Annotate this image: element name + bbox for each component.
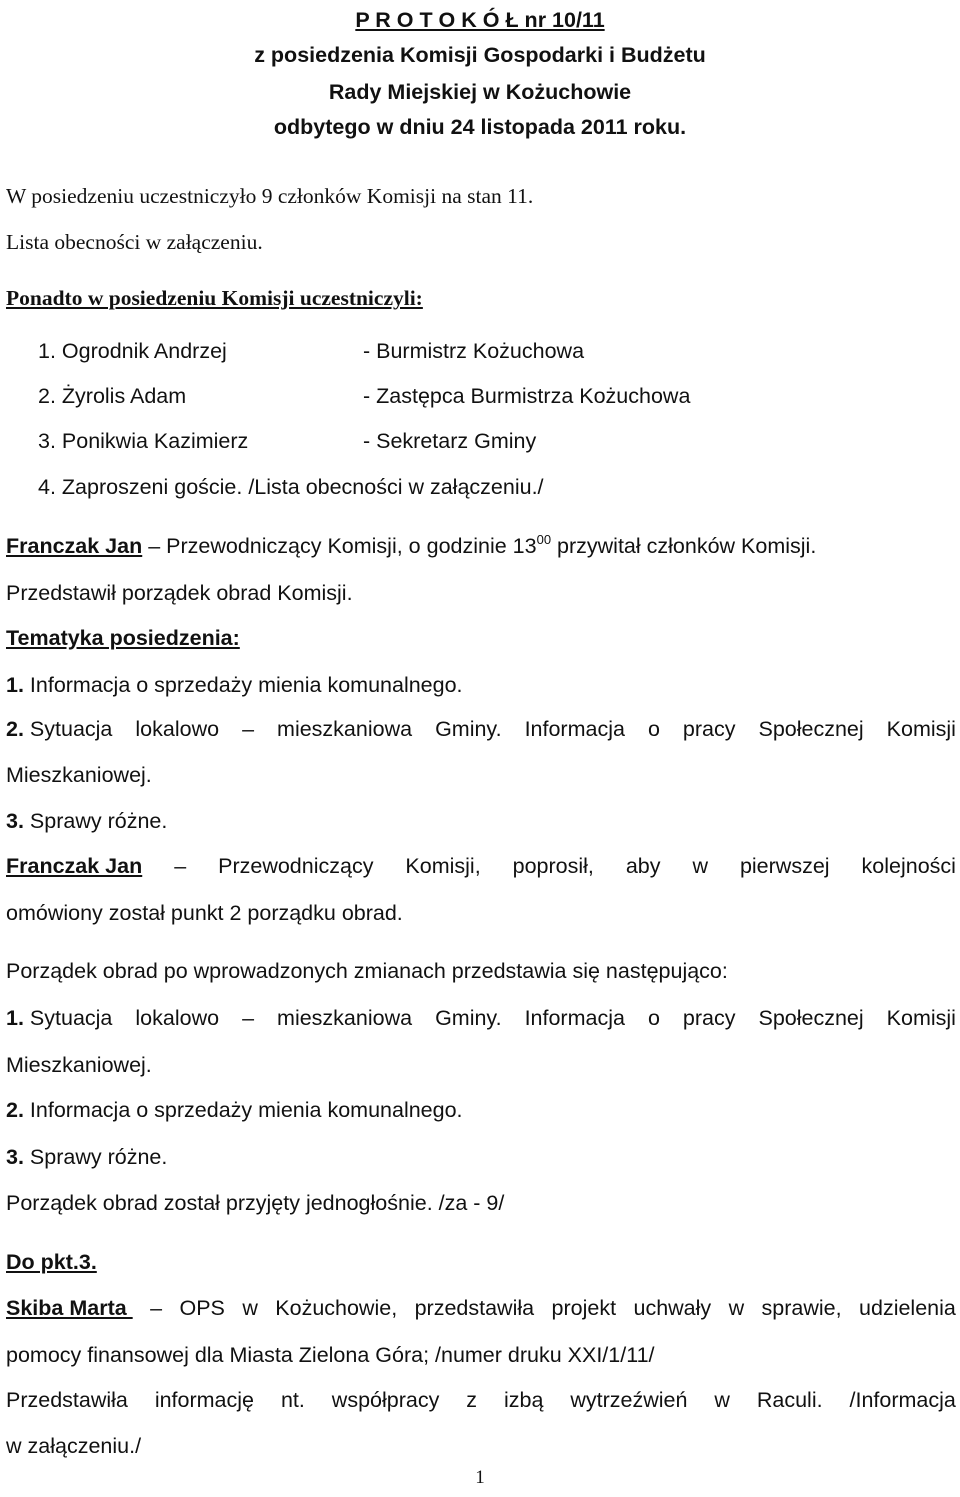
word: – bbox=[242, 1006, 255, 1030]
attendance-text: W posiedzeniu uczestniczyło 9 członków Komisji na stan 11. bbox=[6, 184, 534, 208]
word: Społecznej bbox=[758, 1006, 864, 1030]
word: – bbox=[242, 717, 255, 741]
word: Informacja bbox=[524, 717, 625, 741]
participant-role: - Burmistrz Kożuchowa bbox=[363, 339, 585, 363]
speaker-name: Franczak Jan bbox=[6, 854, 143, 878]
word: Gminy. bbox=[435, 1006, 502, 1030]
word: o bbox=[647, 717, 660, 741]
new-agenda-intro: Porządek obrad po wprowadzonych zmianach przedstawia się następująco: bbox=[6, 959, 728, 983]
agenda-item-2 bbox=[6, 715, 956, 743]
participant-role: - Zastępca Burmistrza Kożuchowa bbox=[363, 384, 691, 408]
participant-role: - Sekretarz Gminy bbox=[363, 429, 537, 453]
word: Sytuacja bbox=[29, 717, 113, 741]
word: pierwszej bbox=[739, 854, 830, 878]
word: pracy bbox=[682, 1006, 736, 1030]
protocol-subtitle-committee: z posiedzenia Komisji Gospodarki i Budżetu bbox=[254, 43, 706, 67]
word: sprawie, bbox=[761, 1296, 842, 1320]
point3-info bbox=[6, 1386, 956, 1414]
word: Informacja bbox=[524, 1006, 625, 1030]
new-agenda-item-1-cont: Mieszkaniowej. bbox=[6, 1053, 152, 1077]
new-agenda-item-1 bbox=[6, 1004, 956, 1032]
word: z bbox=[466, 1388, 478, 1412]
agenda-heading: Tematyka posiedzenia: bbox=[6, 626, 240, 650]
word: pracy bbox=[682, 717, 736, 741]
agenda-item-number: 3. bbox=[6, 1145, 24, 1169]
word: udzielenia bbox=[859, 1296, 956, 1320]
word: Komisji, bbox=[405, 854, 481, 878]
agenda-item-2-cont: Mieszkaniowej. bbox=[6, 763, 152, 787]
word: o bbox=[647, 1006, 660, 1030]
word: /Informacja bbox=[849, 1388, 956, 1412]
word: w bbox=[242, 1296, 258, 1320]
page-number: 1 bbox=[475, 1467, 485, 1488]
word: Przedstawiła bbox=[6, 1388, 128, 1412]
new-agenda-item-2 bbox=[6, 1096, 463, 1124]
guests-note: 4. Zaproszeni goście. /Lista obecności w załączeniu./ bbox=[38, 475, 544, 499]
word: aby bbox=[625, 854, 661, 878]
agenda-presented: Przedstawił porządek obrad Komisji. bbox=[6, 581, 353, 605]
agenda-item-number: 1. bbox=[6, 1006, 24, 1030]
attendance-list-note: Lista obecności w załączeniu. bbox=[6, 230, 263, 254]
agenda-item-text: Informacja o sprzedaży mienia komunalnego. bbox=[23, 673, 463, 697]
agenda-item-3 bbox=[6, 807, 167, 835]
agenda-item-text: Informacja o sprzedaży mienia komunalnego. bbox=[23, 1098, 463, 1122]
opening-text: – Przewodniczący Komisji, o godzinie 13 bbox=[142, 534, 537, 558]
protocol-title: P R O T O K Ó Ł nr 10/11 bbox=[355, 8, 605, 32]
word: – bbox=[150, 1296, 163, 1320]
word: poprosił, bbox=[512, 854, 594, 878]
word: Przewodniczący bbox=[218, 854, 374, 878]
word: przedstawiła bbox=[414, 1296, 535, 1320]
opening-paragraph bbox=[6, 532, 816, 560]
agenda-item-number: 2. bbox=[6, 1098, 24, 1122]
agenda-accepted: Porządek obrad został przyjęty jednogłośnie. /za - 9/ bbox=[6, 1191, 505, 1215]
time-superscript: 00 bbox=[536, 532, 552, 547]
point3-info-cont: w załączeniu./ bbox=[6, 1434, 142, 1458]
word: w bbox=[692, 854, 708, 878]
participants-heading: Ponadto w posiedzeniu Komisji uczestniczyli: bbox=[6, 286, 423, 310]
word: mieszkaniowa bbox=[277, 717, 413, 741]
protocol-subtitle-date: odbytego w dniu 24 listopada 2011 roku. bbox=[273, 115, 687, 139]
word: Komisji bbox=[886, 1006, 956, 1030]
participant-name: 3. Ponikwia Kazimierz bbox=[38, 429, 249, 453]
participant-name: 2. Żyrolis Adam bbox=[38, 384, 187, 408]
participant-name: 1. Ogrodnik Andrzej bbox=[38, 339, 227, 363]
opening-text-end: przywitał członków Komisji. bbox=[551, 534, 817, 558]
word: izbą bbox=[503, 1388, 544, 1412]
word: Społecznej bbox=[758, 717, 864, 741]
point3-heading: Do pkt.3. bbox=[6, 1250, 97, 1274]
word: Sytuacja bbox=[29, 1006, 113, 1030]
word: Komisji bbox=[886, 717, 956, 741]
agenda-item-text: Sprawy różne. bbox=[23, 809, 168, 833]
word: lokalowo bbox=[135, 1006, 220, 1030]
word: lokalowo bbox=[135, 717, 220, 741]
agenda-item-number: 2. bbox=[6, 717, 24, 741]
agenda-item-number: 1. bbox=[6, 673, 24, 697]
request-cont: omówiony został punkt 2 porządku obrad. bbox=[6, 901, 403, 925]
protocol-subtitle-council: Rady Miejskiej w Kożuchowie bbox=[328, 80, 632, 104]
word: mieszkaniowa bbox=[277, 1006, 413, 1030]
point3-cont: pomocy finansowej dla Miasta Zielona Góra; /numer druku XXI/1/11/ bbox=[6, 1343, 655, 1367]
word: nt. bbox=[280, 1388, 305, 1412]
word: współpracy bbox=[331, 1388, 440, 1412]
word: kolejności bbox=[861, 854, 956, 878]
new-agenda-item-3 bbox=[6, 1143, 167, 1171]
point3-paragraph bbox=[6, 1294, 956, 1322]
word: Gminy. bbox=[435, 717, 502, 741]
word: wytrzeźwień bbox=[570, 1388, 688, 1412]
agenda-item-1 bbox=[6, 671, 463, 699]
speaker-name: Franczak Jan bbox=[6, 534, 143, 558]
word: OPS bbox=[179, 1296, 225, 1320]
word: w bbox=[714, 1388, 730, 1412]
word: w bbox=[728, 1296, 745, 1320]
word: – bbox=[174, 854, 187, 878]
speaker-name: Skiba Marta bbox=[6, 1296, 133, 1320]
word: informację bbox=[154, 1388, 255, 1412]
word: projekt bbox=[551, 1296, 617, 1320]
request-paragraph bbox=[6, 852, 956, 880]
agenda-item-text: Sprawy różne. bbox=[23, 1145, 168, 1169]
agenda-item-number: 3. bbox=[6, 809, 24, 833]
word: uchwały bbox=[633, 1296, 712, 1320]
word: Raculi. bbox=[756, 1388, 823, 1412]
word: Kożuchowie, bbox=[275, 1296, 398, 1320]
